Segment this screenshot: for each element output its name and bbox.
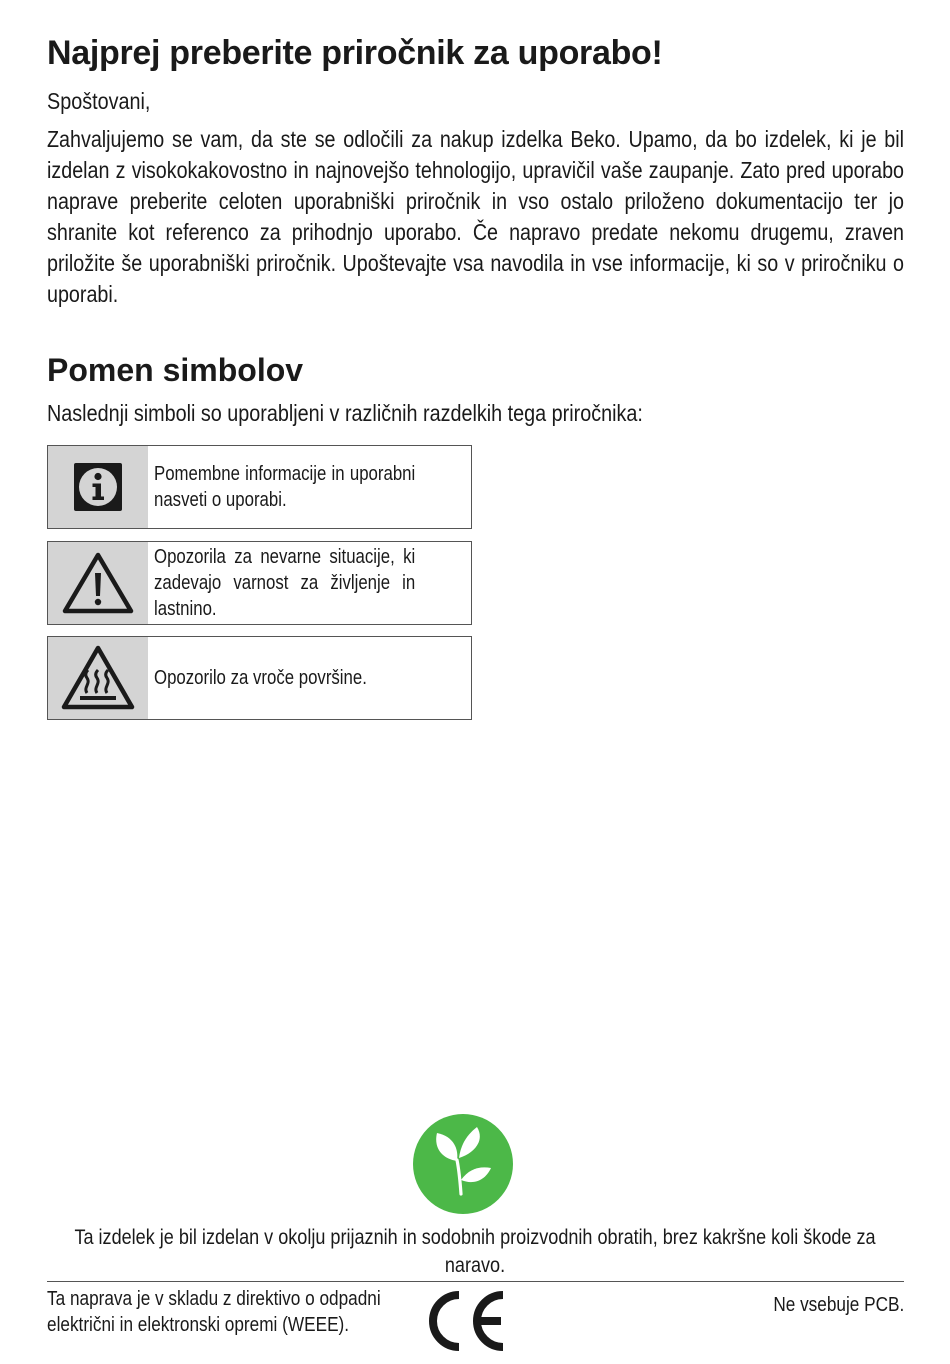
symbol-info-text: Pomembne informacije in uporabni nasveti o uporabi.: [154, 463, 416, 511]
hot-surface-icon: [48, 637, 148, 719]
weee-statement: Ta naprava je v skladu z direktivo o odpadni električni in elektronski opremi (WEEE).: [47, 1288, 381, 1336]
ce-mark-icon: [419, 1290, 509, 1352]
page-title: Najprej preberite priročnik za uporabo!: [47, 34, 663, 72]
info-icon: [48, 446, 148, 528]
symbol-row-warning: [47, 541, 472, 625]
footer-divider: [47, 1281, 904, 1282]
eco-statement: Ta izdelek je bil izdelan v okolju prijaznih in sodobnih proizvodnih obratih, brez kakršne koli škode za naravo.: [74, 1226, 876, 1277]
symbols-intro: Naslednji simboli so uporabljeni v različnih razdelkih tega priročnika:: [47, 400, 643, 426]
symbol-hot-surface-text: Opozorilo za vroče površine.: [154, 667, 367, 689]
warning-icon: [48, 542, 148, 624]
intro-paragraph: Zahvaljujemo se vam, da ste se odločili za nakup izdelka Beko. Upamo, da bo izdelek, ki je bil izdelan z visokokakovostno in najnovejšo tehnologijo, upravičil vaše zaupanje. Zato pred uporabo naprave preberite celoten uporabniški priročnik in vso ostalo priloženo dokumentacijo ter jo shranite kot referenco za prihodnjo uporabo. Če napravo predate nekomu drugemu, zraven priložite še uporabniški priročnik. Upoštevajte vsa navodila in vse informacije, ki so v priročniku o uporabi.: [47, 126, 904, 307]
eco-leaf-icon: [413, 1114, 513, 1214]
symbol-warning-text: Opozorila za nevarne situacije, ki zadevajo varnost za življenje in lastnino.: [154, 546, 416, 620]
pcb-statement: Ne vsebuje PCB.: [773, 1294, 904, 1316]
greeting: Spoštovani,: [47, 88, 151, 114]
symbol-row-hot-surface: [47, 636, 472, 720]
symbols-heading: Pomen simbolov: [47, 352, 304, 388]
symbol-row-info: [47, 445, 472, 529]
